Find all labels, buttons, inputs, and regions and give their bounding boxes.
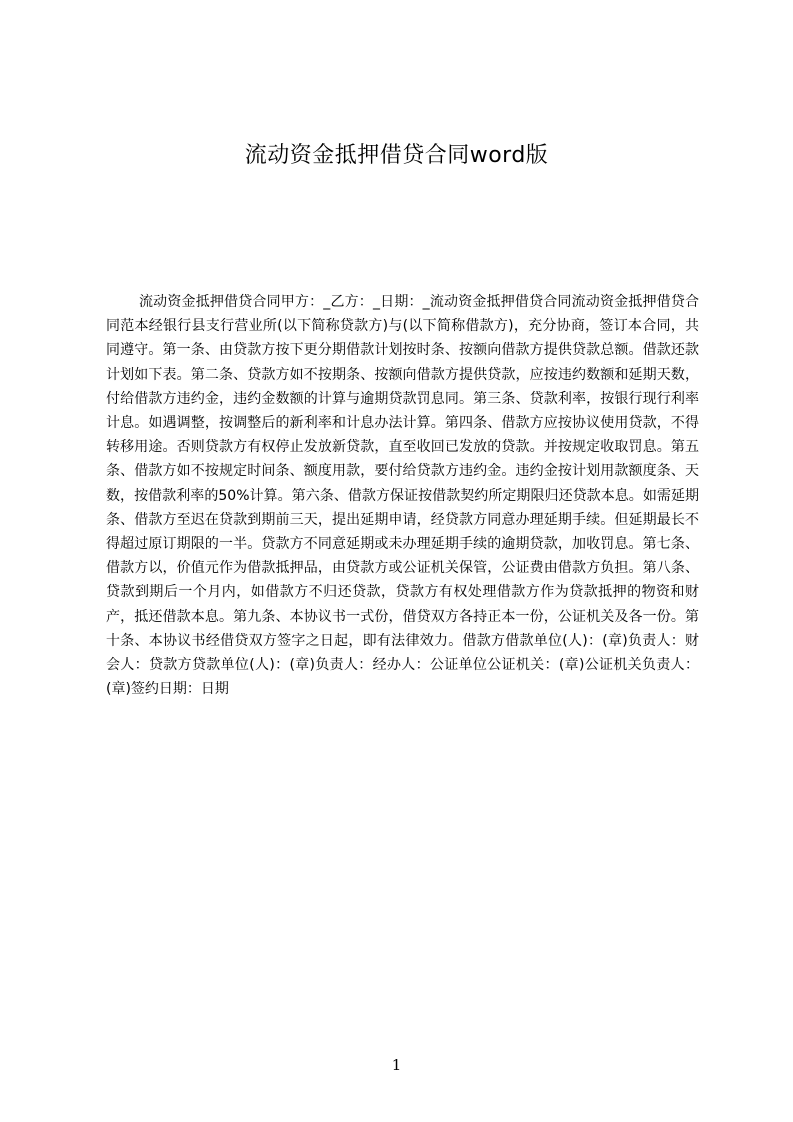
- document-title: 流动资金抵押借贷合同word版: [244, 143, 549, 168]
- page-number: 1: [391, 1056, 402, 1074]
- contract-body-text: 流动资金抵押借贷合同甲方：_乙方：_日期：_流动资金抵押借贷合同流动资金抵押借贷合同范本经银行县支行营业所(以下简称贷款方)与(以下简称借款方)，充分协商，签订本合同，共同遵守。第一条、由贷款方按下更分期借款计划按时条、按额向借款方提供贷款总额。借款还款计划如下表。第二条、贷款方如不按期条、按额向借款方提供贷款，应按违约数额和延期天数，付给借款方违约金，违约金数额的计算与逾期贷款罚息同。第三条、贷款利率，按银行现行利率计息。如遇调整，按调整后的新利率和计息办法计算。第四条、借款方应按协议使用贷款，不得转移用途。否则贷款方有权停止发放新贷款，直至收回已发放的贷款。并按规定收取罚息。第五条、借款方如不按规定时间条、额度用款，要付给贷款方违约金。违约金按计划用款额度条、天数，按借款利率的50%计算。第六条、借款方保证按借款契约所定期限归还贷款本息。如需延期条、借款方至迟在贷款到期前三天，提出延期申请，经贷款方同意办理延期手续。但延期最长不得超过原订期限的一半。贷款方不同意延期或未办理延期手续的逾期贷款，加收罚息。第七条、借款方以，价值元作为借款抵押品，由贷款方或公证机关保管，公证费由借款方负担。第八条、贷款到期后一个月内，如借款方不归还贷款，贷款方有权处理借款方作为贷款抵押的物资和财产，抵还借款本息。第九条、本协议书一式份，借贷双方各持正本一份，公证机关及各一份。第十条、本协议书经借贷双方签字之日起，即有法律效力。借款方借款单位(人)：(章)负责人：财会人：贷款方贷款单位(人)：(章)负责人：经办人：公证单位公证机关：(章)公证机关负责人：(章)签约日期：日期: [106, 294, 699, 698]
